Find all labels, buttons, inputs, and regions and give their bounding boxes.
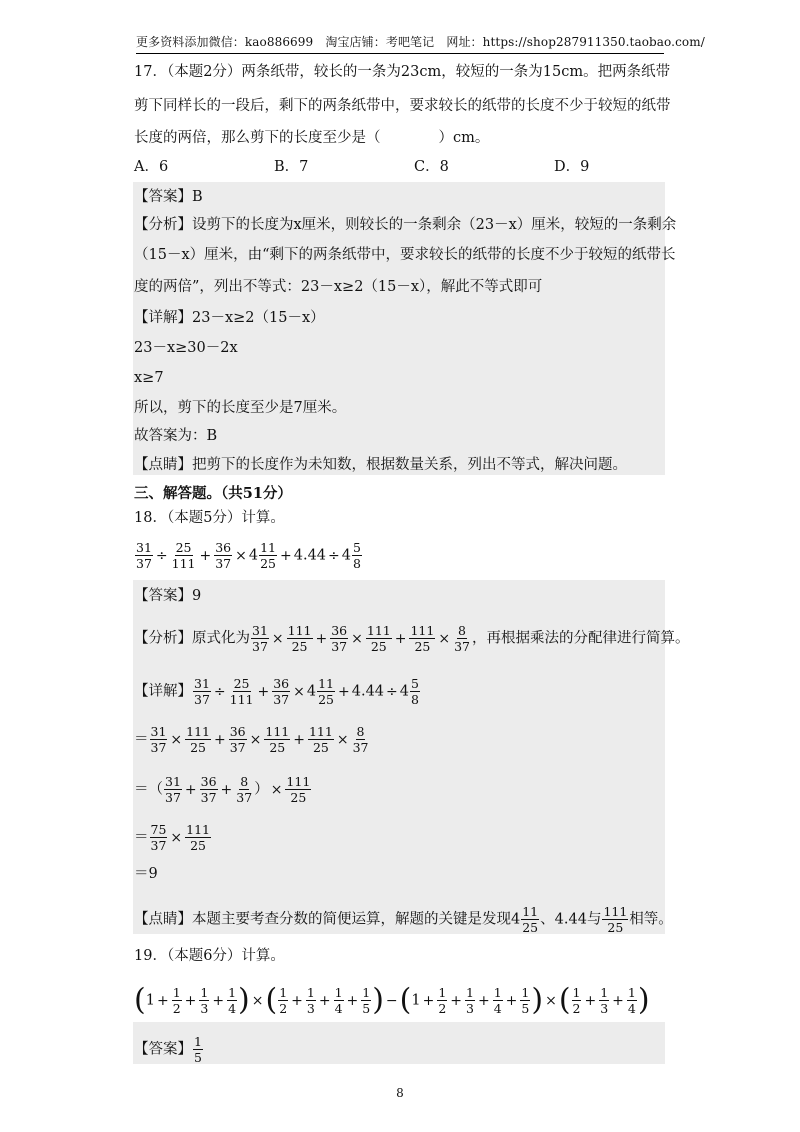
denominator: 37 bbox=[252, 639, 268, 654]
numerator: 1 bbox=[572, 985, 581, 1000]
denominator: 37 bbox=[229, 740, 246, 755]
numerator: 1 bbox=[493, 985, 502, 1000]
numerator: 111 bbox=[186, 724, 210, 739]
operator: + bbox=[612, 992, 624, 1009]
fraction bbox=[308, 724, 334, 755]
page-number: 8 bbox=[396, 1086, 404, 1100]
fraction bbox=[193, 1034, 203, 1065]
operator: ÷ bbox=[328, 547, 340, 564]
operator: × bbox=[438, 630, 451, 647]
fraction bbox=[214, 540, 232, 571]
q17-line2: 剪下同样长的一段后，剩下的两条纸带中，要求较长的纸带的长度不少于较短的纸带 bbox=[134, 98, 671, 114]
operator: × bbox=[293, 683, 305, 700]
operator: + bbox=[184, 992, 197, 1009]
option-c: C．8 bbox=[414, 159, 449, 175]
operator: ÷ bbox=[386, 683, 398, 700]
q19-solution-box bbox=[133, 1022, 665, 1064]
denominator: 111 bbox=[171, 556, 196, 571]
parenthesis: ) bbox=[372, 982, 384, 1018]
numerator: 36 bbox=[215, 540, 232, 555]
numerator: 111 bbox=[186, 822, 210, 837]
numerator: 11 bbox=[260, 540, 277, 555]
denominator: 2 bbox=[279, 1001, 288, 1016]
operator: + bbox=[505, 992, 518, 1009]
operator: + bbox=[220, 781, 233, 798]
q17-line1: 17．（本题2分）两条纸带，较长的一条为23cm，较短的一条为15cm。把两条纸带 bbox=[134, 64, 671, 80]
operator: + bbox=[280, 547, 292, 564]
denominator: 37 bbox=[352, 740, 369, 755]
parenthesis: ) bbox=[531, 982, 544, 1018]
fraction bbox=[352, 724, 370, 755]
denominator: 37 bbox=[215, 556, 232, 571]
numerator: 31 bbox=[252, 623, 268, 638]
numerator: 1 bbox=[194, 1034, 202, 1049]
denominator: 37 bbox=[236, 790, 253, 805]
operator: + bbox=[156, 992, 169, 1009]
parenthesis: ( bbox=[265, 982, 278, 1018]
numerator: 1 bbox=[200, 985, 209, 1000]
denominator: 37 bbox=[200, 790, 217, 805]
denominator: 25 bbox=[291, 639, 308, 654]
q18-title: 18．（本题5分）计算。 bbox=[134, 510, 285, 526]
fraction bbox=[229, 676, 255, 707]
q18-step4: ＝9 bbox=[134, 866, 158, 882]
numerator: 5 bbox=[353, 540, 361, 555]
fraction bbox=[361, 985, 371, 1016]
denominator: 25 bbox=[318, 692, 335, 707]
numerator: 5 bbox=[411, 676, 419, 691]
parenthesis: ( bbox=[134, 982, 146, 1018]
denominator: 5 bbox=[362, 1001, 371, 1016]
operator: + bbox=[315, 630, 328, 647]
fraction bbox=[229, 724, 247, 755]
numerator: 36 bbox=[331, 623, 348, 638]
numerator: 36 bbox=[229, 724, 246, 739]
operator: × bbox=[251, 992, 264, 1009]
numerator: 31 bbox=[150, 724, 167, 739]
fraction bbox=[278, 985, 288, 1016]
q19-expression: (1 + $\frac{1}{2}$ + $\frac{1}{3}$ + $\frac{1}{4}$ ) ×( $\frac{1}{2}$ + $\frac{1}{3}$ + $\frac{1}{4}$ + $\frac{1}{5}$ ) −(1 + $\frac{1}{2}$ + $\frac{1}{3}$ + $\frac{1}{4}$ + $\frac{1}{5}$ ) ×( $\frac{1}{2}$ + $\frac{1}{3}$ + $\frac{1}{4}$ ) bbox=[134, 982, 650, 1018]
numerator: 1 bbox=[627, 985, 636, 1000]
denominator: 37 bbox=[150, 740, 167, 755]
numerator: 111 bbox=[265, 724, 290, 739]
section-title: 三、解答题。（共51分） bbox=[134, 485, 292, 502]
q17-analysis2: （15－x）厘米，由“剩下的两条纸带中，要求较长的纸带的长度不少于较短的纸带长 bbox=[134, 247, 676, 263]
numerator: 8 bbox=[240, 774, 249, 789]
numerator: 8 bbox=[458, 623, 466, 638]
denominator: 2 bbox=[438, 1001, 447, 1016]
fraction bbox=[627, 985, 637, 1016]
q17-comment: 【点睛】把剪下的长度作为未知数，根据数量关系，列出不等式，解决问题。 bbox=[134, 457, 627, 473]
operator: + bbox=[346, 992, 359, 1009]
fraction bbox=[287, 623, 313, 654]
fraction bbox=[259, 540, 277, 571]
operator: + bbox=[477, 992, 490, 1009]
numerator: 11 bbox=[522, 904, 539, 919]
operator: + bbox=[394, 630, 407, 647]
q19-answer: 【答案】 $\frac{1}{5}$ bbox=[134, 1034, 202, 1065]
q18-answer: 【答案】9 bbox=[134, 588, 202, 604]
numerator: 1 bbox=[466, 985, 474, 1000]
denominator: 5 bbox=[521, 1001, 530, 1016]
q17-options bbox=[134, 157, 694, 177]
option-d: D．9 bbox=[554, 159, 590, 175]
operator: + bbox=[584, 992, 597, 1009]
page-header: 更多资料添加微信：kao886699 淘宝店铺：考吧笔记 网址：https://shop287911350.taobao.com/ bbox=[136, 33, 664, 54]
fraction bbox=[599, 985, 609, 1016]
denominator: 37 bbox=[331, 639, 348, 654]
operator: + bbox=[214, 731, 226, 748]
numerator: 11 bbox=[318, 676, 335, 691]
operator: + bbox=[257, 683, 270, 700]
fraction bbox=[453, 623, 471, 654]
fraction bbox=[437, 985, 447, 1016]
fraction bbox=[193, 676, 211, 707]
operator: + bbox=[422, 992, 435, 1009]
fraction bbox=[521, 904, 539, 935]
operator: + bbox=[338, 683, 350, 700]
numerator: 1 bbox=[306, 985, 315, 1000]
q18-comment: 【点睛】本题主要考查分数的简便运算，解题的关键是发现4 $\frac{11}{25}$ 、4.44与 $\frac{111}{25}$ 相等。 bbox=[134, 904, 673, 935]
denominator: 8 bbox=[353, 556, 361, 571]
fraction bbox=[251, 623, 269, 654]
operator: + bbox=[293, 731, 305, 748]
fraction bbox=[185, 822, 211, 853]
denominator: 25 bbox=[269, 740, 286, 755]
denominator: 37 bbox=[165, 790, 181, 805]
numerator: 1 bbox=[228, 985, 237, 1000]
denominator: 25 bbox=[290, 790, 307, 805]
numerator: 1 bbox=[279, 985, 288, 1000]
numerator: 1 bbox=[172, 985, 181, 1000]
q18-step1: ＝ $\frac{31}{37}$ × $\frac{111}{25}$ + $\frac{36}{37}$ × $\frac{111}{25}$ + $\frac{111}{25}$ × $\frac{8}{37}$ bbox=[134, 724, 369, 755]
q19-title: 19．（本题6分）计算。 bbox=[134, 948, 285, 964]
fraction bbox=[330, 623, 348, 654]
numerator: 111 bbox=[286, 774, 311, 789]
numerator: 111 bbox=[308, 724, 333, 739]
denominator: 4 bbox=[228, 1001, 237, 1016]
denominator: 2 bbox=[572, 1001, 581, 1016]
denominator: 25 bbox=[522, 920, 539, 935]
operator: ÷ bbox=[155, 547, 168, 564]
operator: + bbox=[212, 992, 225, 1009]
denominator: 37 bbox=[454, 639, 470, 654]
denominator: 3 bbox=[466, 1001, 474, 1016]
q17-answer: 【答案】B bbox=[134, 189, 203, 205]
denominator: 3 bbox=[306, 1001, 315, 1016]
numerator: 1 bbox=[521, 985, 530, 1000]
numerator: 111 bbox=[603, 904, 628, 919]
operator: × bbox=[545, 992, 557, 1009]
denominator: 4 bbox=[627, 1001, 636, 1016]
operator: × bbox=[351, 630, 363, 647]
operator: + bbox=[291, 992, 303, 1009]
q17-analysis3: 度的两倍”，列出不等式：23－x≥2（15－x），解此不等式即可 bbox=[134, 279, 543, 295]
fraction bbox=[235, 774, 253, 805]
fraction bbox=[172, 985, 182, 1016]
numerator: 1 bbox=[362, 985, 371, 1000]
denominator: 25 bbox=[260, 556, 277, 571]
fraction bbox=[164, 774, 182, 805]
parenthesis: ( bbox=[399, 982, 412, 1018]
fraction bbox=[602, 904, 628, 935]
denominator: 3 bbox=[600, 1001, 609, 1016]
numerator: 25 bbox=[233, 676, 250, 691]
numerator: 36 bbox=[200, 774, 217, 789]
q17-line3: 长度的两倍，那么剪下的长度至少是（ ）cm。 bbox=[134, 130, 490, 146]
fraction bbox=[272, 676, 290, 707]
operator: × bbox=[336, 731, 349, 748]
numerator: 31 bbox=[194, 676, 210, 691]
numerator: 111 bbox=[366, 623, 391, 638]
denominator: 37 bbox=[273, 692, 290, 707]
numerator: 36 bbox=[273, 676, 290, 691]
numerator: 31 bbox=[136, 540, 152, 555]
denominator: 25 bbox=[370, 639, 387, 654]
denominator: 25 bbox=[190, 838, 207, 853]
fraction bbox=[185, 724, 211, 755]
fraction bbox=[227, 985, 237, 1016]
operator: × bbox=[249, 731, 262, 748]
denominator: 2 bbox=[172, 1001, 181, 1016]
denominator: 5 bbox=[194, 1050, 202, 1065]
numerator: 8 bbox=[356, 724, 365, 739]
fraction bbox=[200, 774, 218, 805]
numerator: 1 bbox=[334, 985, 343, 1000]
operator: × bbox=[235, 547, 247, 564]
parenthesis: ( bbox=[558, 982, 571, 1018]
fraction bbox=[135, 540, 153, 571]
operator: × bbox=[270, 781, 283, 798]
fraction bbox=[317, 676, 335, 707]
numerator: 75 bbox=[150, 822, 167, 837]
operator: + bbox=[318, 992, 331, 1009]
fraction bbox=[199, 985, 209, 1016]
denominator: 25 bbox=[607, 920, 624, 935]
q18-expression: $\frac{31}{37}$ ÷ $\frac{25}{111}$ + $\frac{36}{37}$ × 4 $\frac{11}{25}$ + 4.44 ÷ 4 $\frac{5}{8}$ bbox=[136, 540, 361, 571]
fraction bbox=[409, 623, 435, 654]
q18-analysis: 【分析】原式化为 $\frac{31}{37}$ × $\frac{111}{25}$ + $\frac{36}{37}$ × $\frac{111}{25}$ + $\frac{111}{25}$ × $\frac{8}{37}$ ，再根据乘法的分配律进行简算。 bbox=[134, 623, 690, 654]
q17-detail1: 【详解】23－x≥2（15－x） bbox=[134, 310, 325, 326]
operator: + bbox=[450, 992, 463, 1009]
fraction bbox=[572, 985, 582, 1016]
denominator: 25 bbox=[312, 740, 329, 755]
q17-analysis1: 【分析】设剪下的长度为x厘米，则较长的一条剩余（23－x）厘米，较短的一条剩余 bbox=[134, 217, 677, 233]
fraction bbox=[520, 985, 530, 1016]
q18-step3: ＝ $\frac{75}{37}$ × $\frac{111}{25}$ bbox=[134, 822, 210, 853]
denominator: 3 bbox=[200, 1001, 209, 1016]
denominator: 37 bbox=[150, 838, 167, 853]
q18-detail: 【详解】 $\frac{31}{37}$ ÷ $\frac{25}{111}$ + $\frac{36}{37}$ × 4 $\frac{11}{25}$ + 4.44 ÷ 4 $\frac{5}{8}$ bbox=[134, 676, 419, 707]
fraction bbox=[493, 985, 503, 1016]
operator: + bbox=[199, 547, 212, 564]
fraction bbox=[334, 985, 344, 1016]
numerator: 25 bbox=[175, 540, 192, 555]
operator: − bbox=[385, 992, 398, 1009]
numerator: 1 bbox=[438, 985, 447, 1000]
option-b: B．7 bbox=[274, 159, 309, 175]
numerator: 111 bbox=[410, 623, 435, 638]
fraction bbox=[150, 822, 168, 853]
operator: × bbox=[170, 731, 183, 748]
fraction bbox=[306, 985, 316, 1016]
operator: × bbox=[271, 630, 284, 647]
q17-detail2: 23－x≥30－2x bbox=[134, 340, 238, 356]
operator: × bbox=[170, 829, 183, 846]
denominator: 25 bbox=[414, 639, 431, 654]
q17-detail3: x≥7 bbox=[134, 370, 164, 386]
denominator: 4 bbox=[493, 1001, 502, 1016]
fraction bbox=[150, 724, 168, 755]
q18-step2: ＝（ $\frac{31}{37}$ + $\frac{36}{37}$ + $\frac{8}{37}$ ） × $\frac{111}{25}$ bbox=[134, 774, 311, 805]
denominator: 4 bbox=[334, 1001, 343, 1016]
q17-detail5: 故答案为：B bbox=[134, 428, 218, 444]
fraction bbox=[171, 540, 197, 571]
operator: + bbox=[184, 781, 197, 798]
numerator: 31 bbox=[165, 774, 181, 789]
option-a: A．6 bbox=[134, 159, 169, 175]
denominator: 37 bbox=[136, 556, 152, 571]
numerator: 111 bbox=[287, 623, 312, 638]
fraction bbox=[465, 985, 475, 1016]
denominator: 8 bbox=[411, 692, 419, 707]
fraction bbox=[352, 540, 362, 571]
fraction bbox=[410, 676, 420, 707]
operator: ÷ bbox=[213, 683, 226, 700]
parenthesis: ) bbox=[238, 982, 250, 1018]
denominator: 25 bbox=[190, 740, 207, 755]
numerator: 1 bbox=[600, 985, 609, 1000]
denominator: 111 bbox=[229, 692, 254, 707]
fraction bbox=[264, 724, 290, 755]
parenthesis: ) bbox=[637, 982, 650, 1018]
q17-detail4: 所以，剪下的长度至少是7厘米。 bbox=[134, 400, 347, 416]
fraction bbox=[366, 623, 392, 654]
fraction bbox=[285, 774, 311, 805]
denominator: 37 bbox=[194, 692, 210, 707]
